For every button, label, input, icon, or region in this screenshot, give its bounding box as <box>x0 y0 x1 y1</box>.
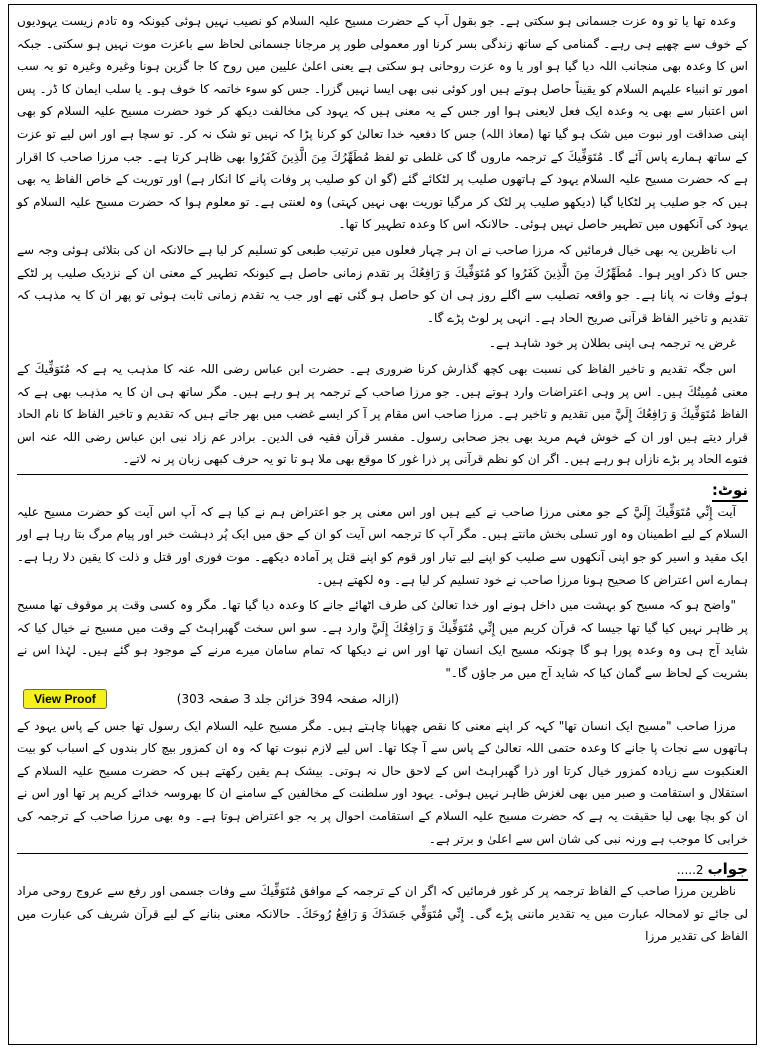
note-heading-row <box>17 477 748 501</box>
paragraph-6: مرزا صاحب "مسیح ایک انسان تھا" کہہ کر اپنے معنی کا نقص چھپانا چاہتے ہیں۔ مگر مسیح علیہ السلام ایک رسول تھا جس کے پاس یہود کے ہاتھوں سے نجات پا جانے کا وعدہ حتمی اللہ تعالیٰ کے پاس سے آ چکا تھا۔ اس لیے لازم نبوت تھا کہ وہ ان کمزور بیچ کار بندوں کے اسباب کو بیت العنکبوت سے زیادہ کمزور خیال کرتا اور ذرا گھبراہٹ اس کے لاحق حال نہ ہوتی۔ بیشک ہم یقین رکھتے ہیں کہ حضرت مسیح علیہ السلام کے استقلال و استقامت و صبر میں بھی لغزش ظاہر نہیں ہوئی۔ یہود اور سلطنت کے مخالفین کے سامنے ان کا بھروسہ خدائے کریم پر تھا اور اس نے ان کو بچا بھی لیا حقیقت یہ ہے کہ حضرت مسیح علیہ السلام کے استقامت احوال پر یہ جو اعتراض ہوتا ہے۔ وہ بھی مرزا صاحب کے ترجمہ کی خرابی کا موجب ہے ورنہ نبی کی شان اس سے اعلیٰ و برتر ہے۔ <box>17 718 748 846</box>
jawab-number: 2..... <box>676 863 704 878</box>
page-content <box>9 5 756 948</box>
view-proof-button[interactable]: View Proof <box>23 689 107 709</box>
citation-text: (ازالہ صفحہ 394 خزائن جلد 3 صفحہ 303) <box>176 691 400 706</box>
section-divider-2 <box>17 853 748 854</box>
paragraph-7: ناظرین مرزا صاحب کے الفاظ ترجمہ پر کر غور فرمائیں کہ اگر ان کے ترجمہ کے موافق مُتَوَفِّيكَ سے وفات جسمی اور رفع سے عروج روحی مراد لی جائے تو لامحالہ عبارت میں یہ تقدیر ماننی پڑے گی۔ إِنِّي مُتَوَفِّي جَسَدَكَ وَ رَافِعُ رُوحَكَ۔ حالانکہ معنی بنانے کے لیے قرآن شریف کی عبارت میں الفاظ کی تقدیر مرزا <box>17 884 748 944</box>
jawab-heading-label: جواب <box>707 860 748 879</box>
paragraph-4: اس جگہ تقدیم و تاخیر الفاظ کی نسبت بھی کچھ گذارش کرنا ضروری ہے۔ حضرت ابن عباس رضی اللہ عنہ کا مذہب یہ ہے کہ مُتَوَفِّيكَ کے معنی مُمِيتُكَ ہیں۔ اس پر وہی اعتراضات وارد ہوتے ہیں۔ جو مرزا صاحب کے ترجمہ پر ہو رہے ہیں۔ مگر ساتھ ہی ان کا یہ مذہب بھی ہے کہ الفاظ مُتَوَفِّيكَ وَ رَافِعُكَ إِلَيَّ میں تقدیم و تاخیر ہے۔ مرزا صاحب اس مقام پر آ کر ایسے غضب میں بھر جاتے ہیں کہ تقدیم و تاخیر الفاظ کا نام الحاد قرار دیتے ہیں اور ان کے خوش فہم مرید بھی بجز صحابی رسول۔ مفسر قرآن فقیہ فی الدین۔ برادر عم زاد نبی ابن عباس رضی اللہ عنہ اس فتوے الحاد پر بڑے نازاں ہو رہے ہیں۔ اگر ان کو نظم قرآنی پر ذرا غور کا موقع بھی ملا ہو تا تو یہ حرف کبھی زبان پر نہ لاتے۔ <box>17 361 748 467</box>
paragraph-1: وعدہ تھا یا تو وہ عزت جسمانی ہو سکتی ہے۔ جو بقول آپ کے حضرت مسیح علیہ السلام کو نصیب نہیں ہوئی کیونکہ وہ تادم زیست یہودیوں کے خوف سے چھپے ہی رہے۔ گمنامی کے ساتھ زندگی بسر کرنا اور معمولی طور پر مرجانا جسمانی لحاظ سے باعزت موت نہیں ہو سکتی۔ جبکہ اس کا وعدہ بھی منجانب اللہ دیا گیا ہو اور یا وہ عزت روحانی ہو سکتی ہے یعنی اعلیٰ علیین میں روح کا جا گزین ہونا وغیرہ وغیرہ تو یہ سب امور تو انبیاء علیہم السلام کو یقیناً حاصل ہوتے ہیں اور کوئی نبی بھی ایسا نہیں گزرا۔ جس کو سوء خاتمہ کا خوف ہو۔ یا سلب ایمان کا ڈر۔ پس اس اعتبار سے بھی یہ وعدہ ایک فعل لایعنی ہوا اور جس کے یہ معنی ہیں کہ یہود کی مخالفت دیکھ کر خود حضرت مسیح علیہ السلام کو بھی اپنی صداقت اور نبوت میں شک ہو گیا تھا (معاذ اللہ) جس کا دفعیہ خدا تعالیٰ کو کرنا پڑا کہ نہیں تو شک نہ کر۔ تو سچا ہے اور اس لیے تو عزت کے ساتھ ہمارے پاس آئے گا۔ مُتَوَفِّيكَ کے ترجمہ ماروں گا کی غلطی تو لفظ مُطَهِّرُكَ مِنَ الَّذِينَ كَفَرُوا بھی ظاہر کرتا ہے۔ جب مرزا صاحب کا اقرار ہے کہ حضرت مسیح علیہ السلام یہود کے ہاتھوں صلیب پر لٹکائے گئے (گو ان کو صلیب پر وفات پانے کا انکار ہے) اور توریت کے خاص الفاظ یہ بھی ہیں کہ جو صلیب پر لٹکایا گیا (دیکھو صلیب پر لٹک کر مرگیا توریت بھی نہیں کہتی) وہ لعنتی ہے۔ تو معلوم ہوا کہ حضرت مسیح علیہ السلام کو یہود کی آنکھوں میں تطہیر حاصل نہیں ہوئی۔ حالانکہ اس کا وعدہ تطہیر کا تھا۔ <box>17 14 749 232</box>
jawab-heading <box>677 860 748 881</box>
paragraph-2: اب ناظرین یہ بھی خیال فرمائیں کہ مرزا صاحب نے ان ہر چہار فعلوں میں ترتیب طبعی کو تسلیم کر لیا ہے حالانکہ ان کی بتلائی ہوئی وجہ سے جس کا ذکر اوپر ہوا۔ مُطَهِّرُكَ مِنَ الَّذِينَ كَفَرُوا کو مُتَوَفِّيكَ وَ رَافِعُكَ پر تقدم زمانی حاصل ہے کیونکہ تطہیر کے معنی ان کے نزدیک صلیب پر لٹکے ہوئے وفات نہ پانا ہے۔ جو واقعہ تصلیب سے اگلے روز ہی ان کو حاصل ہو گئی تھے اور جب یہ تقدم زمانی ثابت ہوئی تو پھر ان کا یہ مذہب کہ تقدیم و تاخیر الفاظ قرآنی صریح الحاد ہے۔ انہی پر لوٹ پڑے گا۔ <box>17 242 748 325</box>
document-page <box>8 4 757 1045</box>
paragraph-3: غرض یہ ترجمہ ہی اپنی بطلان پر خود شاہد ہے۔ <box>489 336 736 351</box>
note-heading: نوٹ: <box>712 481 748 502</box>
quoted-passage: "واضح ہو کہ مسیح کو بہشت میں داخل ہونے اور خدا تعالیٰ کی طرف اٹھائے جانے کا وعدہ دیا گیا تھا۔ مگر وہ کسی وقت پر موقوف تھا مسیح پر ظاہر نہیں کیا گیا تھا جیسا کہ قرآن کریم میں إِنِّي مُتَوَفِّيكَ وَ رَافِعُكَ إِلَيَّ وارد ہے۔ سو اس سخت گھبراہٹ کے وقت میں مسیح نے خیال کیا کہ شاید آج ہی وہ وعدہ پورا ہو گا چونکہ مسیح ایک انسان تھا اور اس نے دیکھا کہ تمام سامان میرے مرنے کے موجود ہو گئے ہیں۔ لہٰذا اس نے بشریت کے لحاظ سے گمان کیا کہ شاید آج میں مر جاؤں گا۔" <box>17 598 748 681</box>
section-divider-1 <box>17 474 748 475</box>
paragraph-5: آیت إِنِّي مُتَوَفِّيكَ إِلَيَّ کے جو معنی مرزا صاحب نے کیے ہیں اور اس معنی پر جو اعتراض ہم نے کیا ہے کہ آپ اس آیت کو حضرت مسیح علیہ السلام کے لیے اطمینان وہ اور تسلی بخش مانتے ہیں۔ مگر آپ کا ترجمہ اس آیت کو ان کے حق میں ایک پُر دہشت خبر اور پیام مرگ بتا رہا ہے اور ایک مقید و اسیر کو جو اپنی آنکھوں سے صلیب کو اپنے لیے تیار اور قوم کو اپنے قتل پر آمادہ دیکھے۔ موت فوری اور قتل و ذلت کا یقین دلا رہا ہے۔ ہمارے اس اعتراض کا صحیح ہونا مرزا صاحب نے خود تسلیم کر لیا ہے۔ وہ لکھتے ہیں۔ <box>17 504 748 587</box>
jawab-heading-row <box>17 856 748 880</box>
reference-row <box>17 687 748 711</box>
